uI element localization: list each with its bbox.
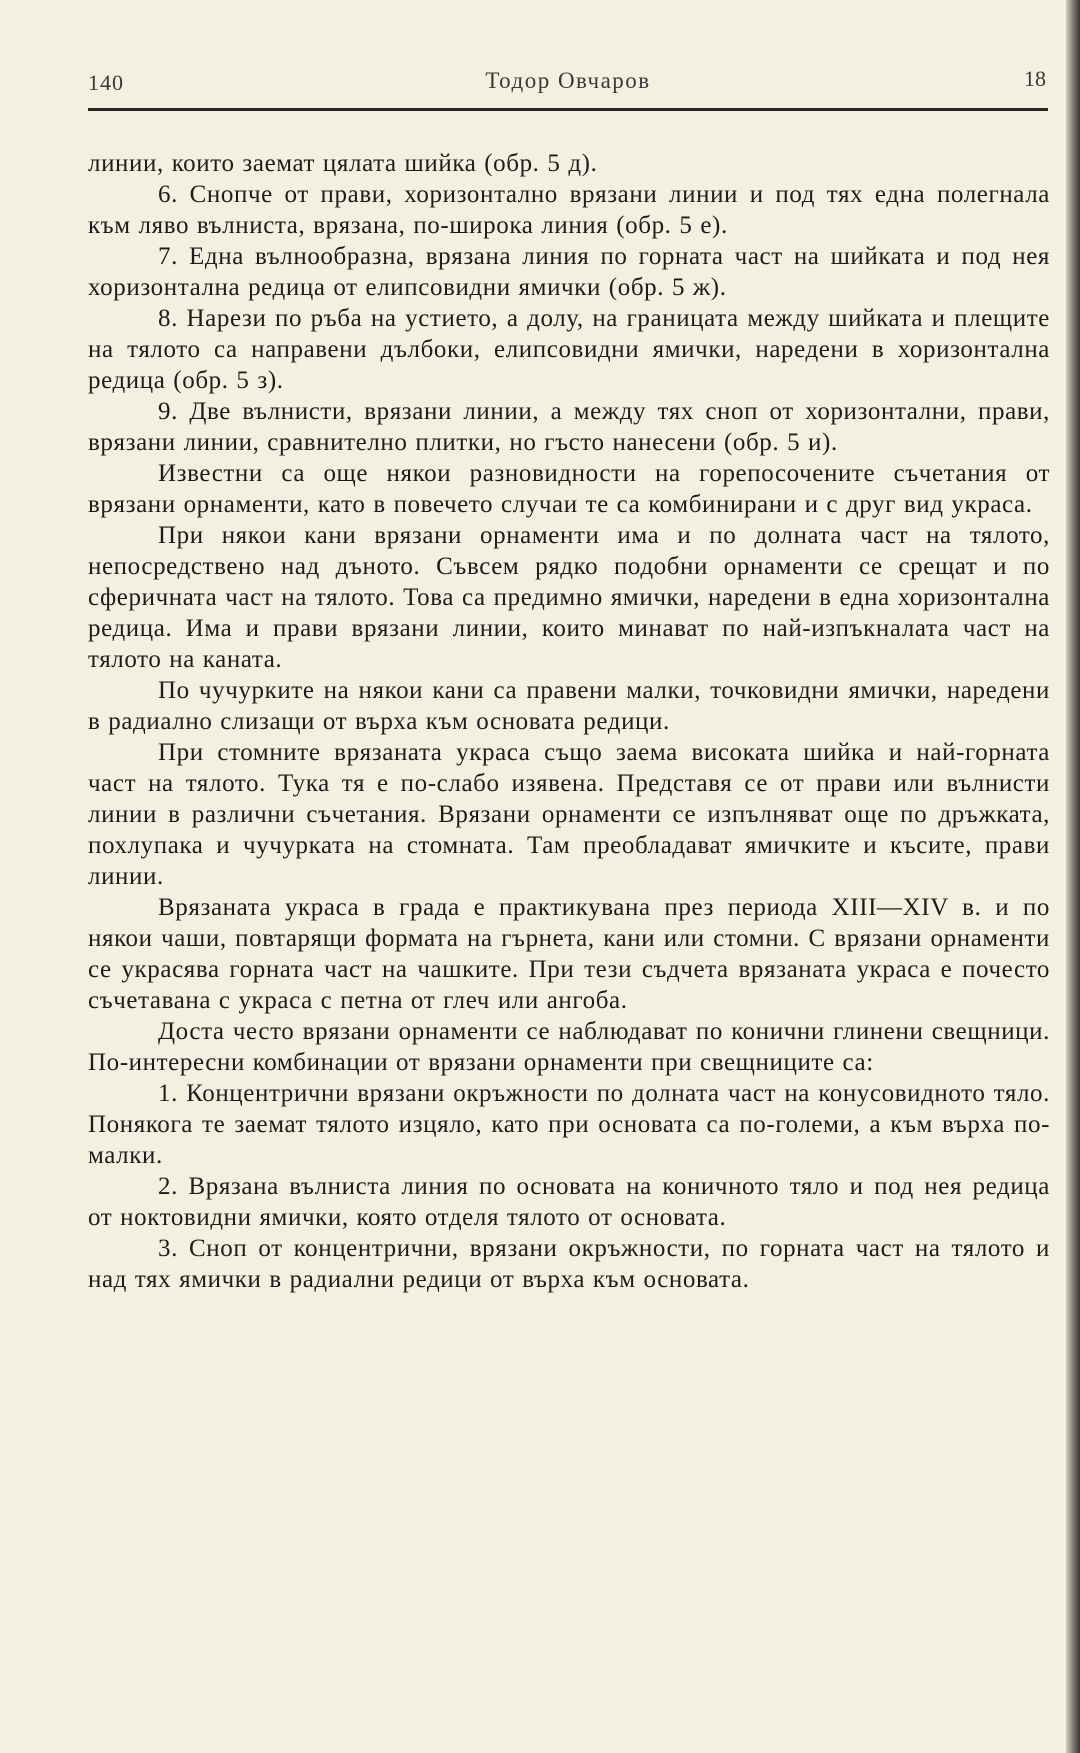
page-edge-shadow: [1066, 0, 1080, 1753]
header-rule: [88, 108, 1048, 111]
list-item-6: 6. Снопче от прави, хоризонтално врязани линии и под тях една полегнала към ляво вълниста, врязана, по-широка линия (обр. 5 е).: [88, 181, 1050, 239]
paragraph-candlesticks: Доста често врязани орнаменти се наблюдават по конични глинени свещници. По-интересни комбинации от врязани орнаменти при свещниците са:: [88, 1018, 1050, 1076]
candlestick-item-2: 2. Врязана вълниста линия по основата на коничното тяло и под нея редица от ноктовидни ямички, която отделя тялото от основата.: [88, 1173, 1050, 1231]
paragraph-jugs: При някои кани врязани орнаменти има и по долната част на тялото, непосредствено над дъното. Съвсем рядко подобни орнаменти се срещат и по сферичната част на тялото. Това са предимно ямички, наредени в една хоризонтална редица. Има и прави врязани линии, които минават по най-изпъкналата част на тялото на каната.: [88, 522, 1050, 673]
paragraph-variants: Известни са още някои разновидности на горепосочените съчетания от врязани орнаменти, като в повечето случаи те са комбинирани и с друг вид украса.: [88, 460, 1050, 518]
body-text: [88, 148, 1050, 1295]
candlestick-item-1: 1. Концентрични врязани окръжности по долната част на конусовидното тяло. Понякога те заемат тялото изцяло, като при основата са по-големи, а към върха по-малки.: [88, 1080, 1050, 1169]
paragraph-cups: Врязаната украса в града е практикувана през периода XIII—XIV в. и по някои чаши, повтарящи формата на гърнета, кани или стомни. С врязани орнаменти се украсява горната част на чашките. При тези съдчета врязаната украса е почесто съчетавана с украса с петна от глеч или ангоба.: [88, 894, 1050, 1014]
paragraph-pitchers: При стомните врязаната украса също заема високата шийка и най-горната част на тялото. Тука тя е по-слабо изявена. Представя се от прави или вълнисти линии в различни съчетания. Врязани орнаменти се изпълняват още по дръжката, похлупака и чучурката на стомната. Там преобладават ямичките и късите, прави линии.: [88, 739, 1050, 890]
paragraph-continuation: линии, които заемат цялата шийка (обр. 5 д).: [88, 150, 598, 177]
paragraph-spouts: По чучурките на някои кани са правени малки, точковидни ямички, наредени в радиално слизащи от върха към основата редици.: [88, 677, 1050, 735]
page-number-right: 18: [1024, 66, 1046, 91]
candlestick-item-3: 3. Сноп от концентрични, врязани окръжности, по горната част на тялото и над тях ямички в радиални редици от върха към основата.: [88, 1235, 1050, 1293]
list-item-7: 7. Една вълнообразна, врязана линия по горната част на шийката и под нея хоризонтална редица от елипсовидни ямички (обр. 5 ж).: [88, 243, 1050, 301]
page-number-left: 140: [88, 70, 124, 95]
list-item-8: 8. Нарези по ръба на устието, а долу, на границата между шийката и плещите на тялото са направени дълбоки, елипсовидни ямички, наредени в хоризонтална редица (обр. 5 з).: [88, 305, 1050, 394]
running-title: Тодор Овчаров: [485, 68, 651, 93]
list-item-9: 9. Две вълнисти, врязани линии, а между тях сноп от хоризонтални, прави, врязани линии, сравнително плитки, но гъсто нанесени (обр. 5 и).: [88, 398, 1050, 456]
page-header: [88, 62, 1050, 102]
